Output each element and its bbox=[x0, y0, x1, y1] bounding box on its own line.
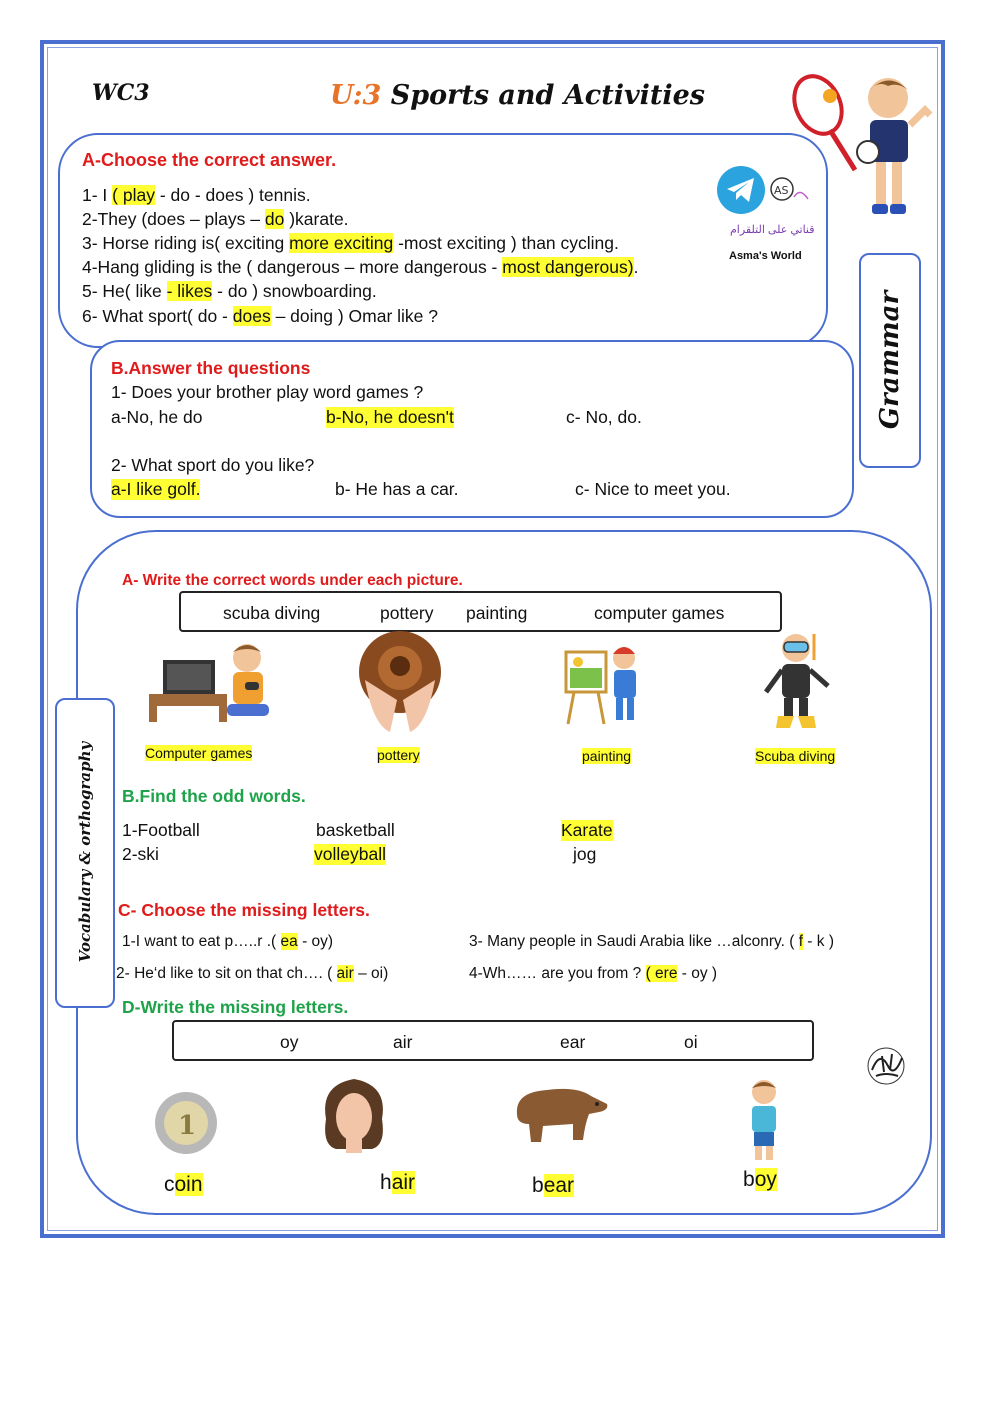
c4-post: - oy ) bbox=[677, 965, 718, 982]
q1-pre: 1- I bbox=[82, 185, 113, 205]
answer-hair-letters: air bbox=[391, 1171, 416, 1194]
q5-pre: 5- He( like bbox=[82, 281, 167, 301]
grammar-label: Grammar bbox=[875, 290, 905, 430]
question-6 bbox=[82, 306, 438, 327]
word-bank-a-1: scuba diving bbox=[223, 603, 321, 623]
b-q1-option-b: b-No, he doesn't bbox=[326, 407, 454, 427]
q4-pre: 4-Hang gliding is the ( dangerous – more dangerous - bbox=[82, 257, 503, 277]
c4-answer: ( ere bbox=[645, 965, 678, 982]
answer-coin bbox=[164, 1173, 203, 1197]
q4-post: . bbox=[633, 257, 639, 277]
b-q2-option-a: a-I like golf. bbox=[111, 479, 201, 499]
answer-boy bbox=[743, 1168, 777, 1192]
q3-pre: 3- Horse riding is( exciting bbox=[82, 233, 290, 253]
section-b-title: B.Answer the questions bbox=[111, 358, 311, 378]
letters-2: air bbox=[393, 1032, 413, 1052]
caption-3: painting bbox=[582, 748, 632, 764]
c1-answer: ea bbox=[280, 933, 298, 950]
b-question-2: 2- What sport do you like? bbox=[111, 455, 315, 475]
q1-post: - do - does ) tennis. bbox=[154, 185, 311, 205]
c-question-2 bbox=[116, 965, 388, 983]
vocab-c-title: C- Choose the missing letters. bbox=[118, 900, 370, 920]
odd-r1-w2: basketball bbox=[316, 820, 395, 840]
b-q1-option-c: c- No, do. bbox=[566, 407, 642, 427]
odd-r1-w1: 1-Football bbox=[122, 820, 200, 840]
b-question-1: 1- Does your brother play word games ? bbox=[111, 382, 424, 402]
vocab-d-title: D-Write the missing letters. bbox=[122, 997, 349, 1017]
c-question-3 bbox=[469, 933, 834, 951]
question-3 bbox=[82, 233, 619, 254]
vocab-a-title: A- Write the correct words under each picture. bbox=[122, 572, 463, 589]
odd-r2-w1: 2-ski bbox=[122, 844, 159, 864]
c1-post: - oy) bbox=[297, 933, 334, 950]
computer-games-picture bbox=[145, 632, 275, 724]
coin-picture bbox=[153, 1090, 219, 1156]
caption-4: Scuba diving bbox=[755, 748, 836, 764]
c2-post: – oi) bbox=[353, 965, 389, 982]
brand-label: Asma's World bbox=[729, 250, 802, 262]
answer-bear-letters: ear bbox=[543, 1174, 575, 1197]
scuba-diving-picture bbox=[760, 630, 838, 730]
q6-pre: 6- What sport( do - bbox=[82, 306, 233, 326]
c3-answer: f bbox=[798, 933, 803, 950]
q4-answer: most dangerous) bbox=[502, 257, 634, 277]
letters-3: ear bbox=[560, 1032, 586, 1052]
odd-r2-w3: jog bbox=[573, 844, 597, 864]
page-title bbox=[330, 80, 705, 111]
gamepad-icon bbox=[245, 682, 259, 690]
answer-bear-pre: b bbox=[532, 1174, 544, 1197]
answer-hair-pre: h bbox=[380, 1171, 392, 1194]
painting-picture bbox=[562, 638, 644, 728]
unit-label: U:3 bbox=[330, 80, 382, 111]
c-question-4 bbox=[469, 965, 717, 983]
c3-pre: 3- Many people in Saudi Arabia like …alconry. ( bbox=[469, 933, 799, 950]
c4-pre: 4-Wh…… are you from ? bbox=[469, 965, 646, 982]
bear-picture bbox=[507, 1080, 611, 1146]
racket-icon bbox=[790, 70, 851, 141]
answer-boy-pre: b bbox=[743, 1168, 755, 1191]
q5-post: - do ) snowboarding. bbox=[212, 281, 377, 301]
word-bank-a-4: computer games bbox=[594, 603, 725, 623]
soccer-ball-icon bbox=[857, 141, 879, 163]
letters-1: oy bbox=[280, 1032, 299, 1052]
c2-answer: air bbox=[336, 965, 354, 982]
asma-logo bbox=[768, 175, 812, 207]
telegram-arabic-label: قناتي على التلقرام bbox=[730, 224, 815, 236]
q2-answer: do bbox=[264, 209, 285, 229]
answer-hair bbox=[380, 1171, 415, 1195]
c3-post: - k ) bbox=[803, 933, 834, 950]
q5-answer: - likes bbox=[166, 281, 213, 301]
telegram-icon[interactable] bbox=[716, 165, 766, 215]
word-bank-a-2: pottery bbox=[380, 603, 434, 623]
caption-2: pottery bbox=[377, 747, 420, 763]
odd-r1-answer: Karate bbox=[561, 820, 613, 840]
q6-answer: does bbox=[232, 306, 271, 326]
answer-bear bbox=[532, 1174, 574, 1198]
coin-numeral: 1 bbox=[178, 1111, 197, 1141]
answer-coin-letters: oin bbox=[174, 1173, 203, 1196]
calligraphy-seal-icon bbox=[862, 1042, 910, 1090]
letters-4: oi bbox=[684, 1032, 698, 1052]
c1-pre: 1-I want to eat p…..r .( bbox=[122, 933, 281, 950]
answer-boy-letters: oy bbox=[754, 1168, 777, 1191]
q3-answer: more exciting bbox=[289, 233, 394, 253]
worksheet-code: WC3 bbox=[92, 80, 150, 106]
q3-post: -most exciting ) than cycling. bbox=[393, 233, 619, 253]
c2-pre: 2- He‘d like to sit on that ch…. ( bbox=[116, 965, 337, 982]
q1-answer: ( play bbox=[112, 185, 155, 205]
vocab-b-title: B.Find the odd words. bbox=[122, 786, 306, 806]
b-q1-option-a: a-No, he do bbox=[111, 407, 203, 427]
odd-r2-answer: volleyball bbox=[314, 844, 386, 864]
q2-pre: 2-They (does – plays – bbox=[82, 209, 265, 229]
word-bank-a-3: painting bbox=[466, 603, 528, 623]
word-bank-d bbox=[172, 1020, 814, 1061]
hair-picture bbox=[318, 1075, 390, 1155]
section-a-title: A-Choose the correct answer. bbox=[82, 150, 337, 170]
caption-1: Computer games bbox=[145, 745, 253, 761]
answer-coin-pre: c bbox=[164, 1173, 175, 1196]
c-question-1 bbox=[122, 933, 333, 951]
q2-post: )karate. bbox=[284, 209, 349, 229]
vocabulary-label: Vocabulary & orthography bbox=[76, 741, 94, 963]
q6-post: – doing ) Omar like ? bbox=[270, 306, 438, 326]
question-2 bbox=[82, 209, 349, 230]
question-4 bbox=[82, 257, 638, 278]
pottery-picture bbox=[355, 630, 445, 735]
title-text: Sports and Activities bbox=[390, 80, 706, 111]
b-q2-option-c: c- Nice to meet you. bbox=[575, 479, 731, 499]
logo-text: AS bbox=[774, 184, 789, 197]
question-1 bbox=[82, 185, 311, 206]
question-5 bbox=[82, 281, 377, 302]
b-q2-option-b: b- He has a car. bbox=[335, 479, 459, 499]
boy-picture bbox=[742, 1078, 786, 1164]
